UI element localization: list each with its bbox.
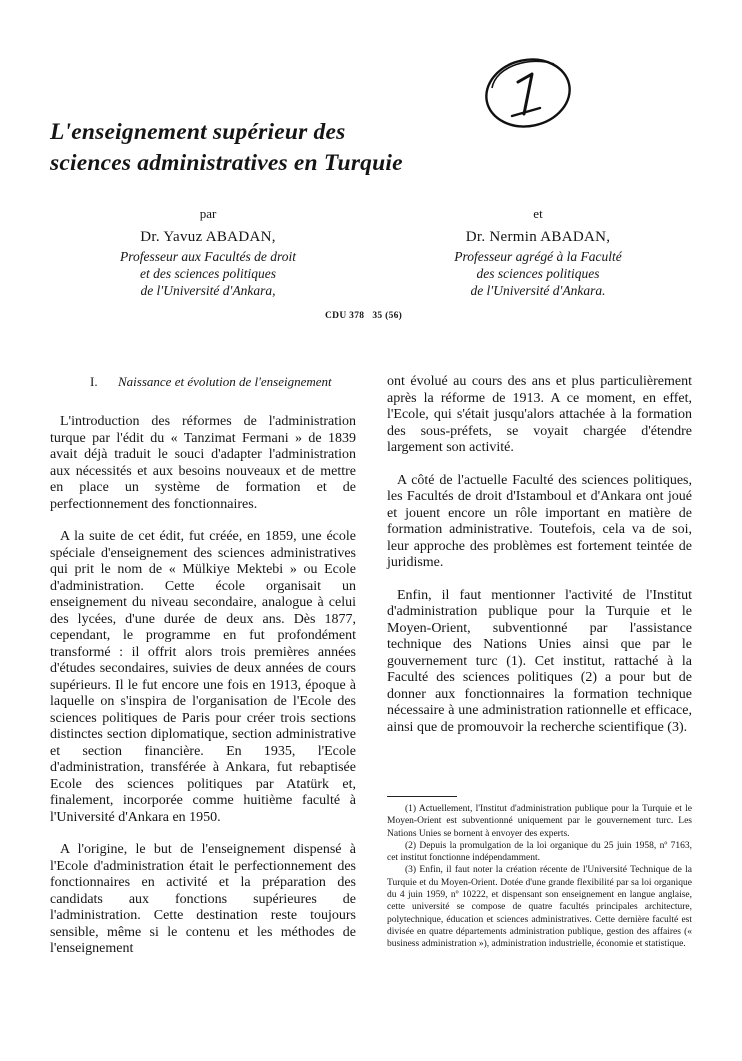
body-paragraph: Enfin, il faut mentionner l'activité de l'Institut d'administration publique pour la Turquie et le Moyen-Orient, subventionné par l'assistance technique des Nations Unies ainsi que par le gouvernement turc (1). Cet institut, rattaché à la Faculté des sciences politiques (2) a pour but de donner aux fonctionnaires la formation technique nécessaire à une administration rationnelle et efficace, ainsi que de promouvoir la recherche scientifique (3). [387, 587, 692, 735]
footnote-1: (1) Actuellement, l'Institut d'administration publique pour la Turquie et le Moyen-Orient est subventionné uniquement par le gouvernement turc. Les Nations Unies se bornent à envoyer des experts. [387, 804, 692, 839]
article-title [50, 117, 510, 179]
affiliation-line: des sciences politiques [476, 266, 600, 281]
affiliation-line: Professeur agrégé à la Faculté [454, 249, 622, 264]
author-left [63, 205, 353, 299]
section-title: Naissance et évolution de l'enseignement [118, 374, 332, 389]
author-connector-par: par [199, 206, 217, 221]
author-right [393, 205, 683, 299]
body-paragraph: A la suite de cet édit, fut créée, en 1859, une école spéciale d'enseignement des sciences administratives qui prit le nom de « Mülkiye Mektebi » ou Ecole d'administration. Cette école organisait un enseignement du niveau secondaire, analogue à celui des lycées, d'une durée de deux ans. Dès 1877, cependant, le programme en fut profondément transformé : il offrit alors trois premières années d'études secondaires, suivies de deux années de cours supérieurs. Il le fut encore une fois en 1913, époque à laquelle on s'inspira de l'organisation de l'Ecole des sciences politiques de Paris pour créer trois sections distinctes section diplomatique, section administrative et section financière. En 1935, l'Ecole d'administration, transférée à Ankara, fut rebaptisée Ecole des sciences politiques par Atatürk et, finalement, incorporée comme huitième faculté à l'Université d'Ankara en 1950. [50, 529, 356, 825]
body-paragraph: A côté de l'actuelle Faculté des sciences politiques, les Facultés de droit d'Istamboul et d'Ankara ont joué et jouent encore un rôle important en matière de formation administrative. Toutefois, cela va de soi, leur approche des problèmes est fortement teintée de juridisme. [387, 472, 692, 570]
footnote-3: (3) Enfin, il faut noter la création récente de l'Université Technique de la Turquie et du Moyen-Orient. Dotée d'une grande flexibilité par sa loi organique du 4 juin 1959, nº 10222, et dispensant son enseignement en langue anglaise, cette université se compose de quatre facultés principales architecture, polytechnique, éducation et sciences administratives. Cette dernière faculté est divisée en quatre départements administration publique, gestion des affaires (« business administration »), administration industrielle, économie et statistique. [387, 865, 692, 950]
text-column-right [387, 374, 692, 752]
footnotes [387, 803, 692, 951]
author-connector-et: et [533, 206, 543, 221]
title-line-2: sciences administratives en Turquie [50, 150, 403, 176]
affiliation-line: de l'Université d'Ankara. [470, 283, 606, 298]
footnote-2: (2) Depuis la promulgation de la loi organique du 25 juin 1958, nº 7163, cet institut fonctionne indépendamment. [387, 840, 692, 864]
body-paragraph: L'introduction des réformes de l'administration turque par l'édit du « Tanzimat Fermani » de 1839 avait déjà traduit le souci d'adapter l'administration aux nécessités et aux besoins nouveaux et de mettre en place un système de formation et de perfectionnement des fonctionnaires. [50, 414, 356, 512]
body-paragraph: ont évolué au cours des ans et plus particulièrement après la réforme de 1913. A ce moment, en effet, l'Ecole, qui s'était jusqu'alors attachée à la formation des sous-préfets, se voyait chargée d'étendre largement son activité. [387, 374, 692, 455]
footnote-separator [387, 796, 457, 797]
cdu-classification: CDU 378 35 (56) [325, 311, 403, 321]
body-paragraph: A l'origine, le but de l'enseignement dispensé à l'Ecole d'administration était le perfectionnement des fonctionnaires en activité et la préparation des candidats aux fonctions supérieures de l'administration. Cette destination reste toujours sensible, même si le contenu et les méthodes de l'enseignement [50, 842, 356, 956]
affiliation-line: Professeur aux Facultés de droit [120, 249, 296, 264]
section-heading [90, 374, 356, 390]
author-name-right: Dr. Nermin ABADAN, [465, 229, 611, 245]
affiliation-line: et des sciences politiques [139, 266, 277, 281]
affiliation-line: de l'Université d'Ankara, [140, 283, 276, 298]
section-number: I. [90, 374, 98, 389]
title-line-1: L'enseignement supérieur des [50, 119, 346, 145]
text-column-left [50, 374, 356, 974]
author-name-left: Dr. Yavuz ABADAN, [140, 229, 276, 245]
